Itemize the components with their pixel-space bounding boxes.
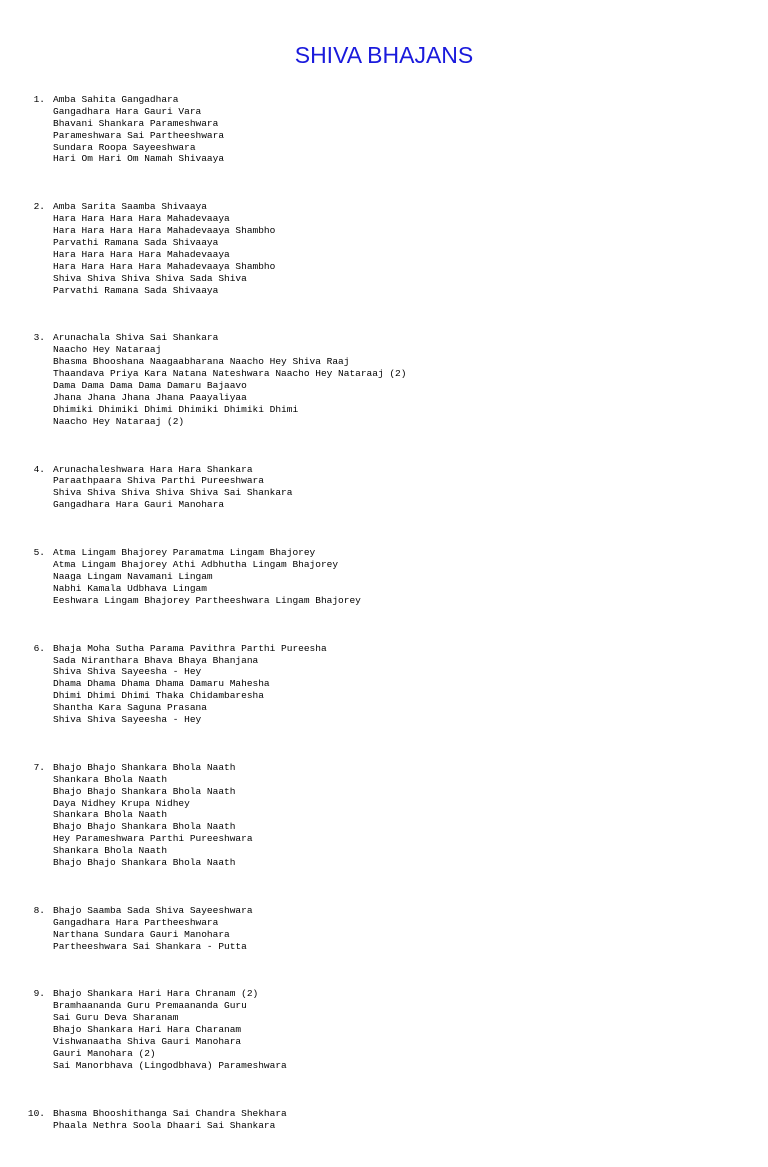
bhajan-line: Gangadhara Hara Partheeshwara [53,916,219,928]
bhajan-line: Bhavani Shankara Parameshwara [53,117,219,129]
bhajan-line: Naaga Lingam Navamani Lingam [53,570,213,582]
bhajan-line: Gangadhara Hara Gauri Vara [53,105,202,117]
bhajan-line: Bhasma Bhooshana Naagaabharana Naacho Hey Shiva Raaj [53,356,350,368]
bhajan-number: 7. [33,761,45,773]
bhajan-line: Naacho Hey Nataraaj [53,344,162,356]
bhajan-item [0,201,768,296]
bhajan-line: Atma Lingam Bhajorey Athi Adbhutha Lingam Bhajorey [53,559,339,571]
bhajan-line: Parvathi Ramana Sada Shivaaya [53,284,219,296]
bhajan-item [0,988,768,1071]
bhajan-line: Vishwanaatha Shiva Gauri Manohara [53,1035,242,1047]
bhajan-lines [53,332,768,427]
bhajan-lines [53,201,768,296]
bhajan-line: Bramhaananda Guru Premaananda Guru [53,1000,247,1012]
bhajan-line: Hara Hara Hara Hara Mahadevaaya Shambho [53,225,276,237]
bhajan-line: Hey Parameshwara Parthi Pureeshwara [53,833,253,845]
bhajan-line: Amba Sarita Saamba Shivaaya [53,201,207,213]
bhajan-item [0,1108,768,1132]
bhajan-line: Thaandava Priya Kara Natana Nateshwara Naacho Hey Nataraaj (2) [53,368,407,380]
bhajan-item [0,94,768,165]
bhajan-lines [53,905,768,953]
bhajan-item [0,762,768,869]
bhajan-line: Parvathi Ramana Sada Shivaaya [53,237,219,249]
bhajan-lines [53,464,768,512]
bhajan-line: Sai Manorbhava (Lingodbhava) Parameshwara [53,1059,287,1071]
bhajan-lines [53,762,768,869]
bhajan-line: Bhaja Moha Sutha Parama Pavithra Parthi Pureesha [53,642,327,654]
bhajan-line: Dhimiki Dhimiki Dhimi Dhimiki Dhimiki Dhimi [53,403,299,415]
bhajan-number: 1. [33,94,45,105]
bhajan-line: Bhajo Bhajo Shankara Bhola Naath [53,785,236,797]
bhajan-line: Bhajo Saamba Sada Shiva Sayeeshwara [53,904,253,916]
bhajan-number: 10. [27,1107,45,1119]
bhajan-line: Shantha Kara Saguna Prasana [53,702,207,714]
bhajan-line: Paraathpaara Shiva Parthi Pureeshwara [53,475,264,487]
bhajan-lines [53,1108,768,1132]
bhajan-line: Dhama Dhama Dhama Dhama Damaru Mahesha [53,678,270,690]
bhajan-line: Phaala Nethra Soola Dhaari Sai Shankara [53,1119,276,1131]
bhajan-line: Shankara Bhola Naath [53,845,168,857]
bhajan-line: Partheeshwara Sai Shankara - Putta [53,940,247,952]
bhajan-line: Nabhi Kamala Udbhava Lingam [53,582,207,594]
bhajan-line: Sai Guru Deva Sharanam [53,1012,179,1024]
document-title: SHIVA BHAJANS [294,42,474,68]
bhajan-line: Bhajo Bhajo Shankara Bhola Naath [53,761,236,773]
bhajan-lines [53,643,768,726]
bhajan-line: Hara Hara Hara Hara Mahadevaaya [53,248,230,260]
bhajan-line: Jhana Jhana Jhana Jhana Paayaliyaa [53,391,247,403]
bhajan-line: Bhasma Bhooshithanga Sai Chandra Shekhara [53,1107,287,1119]
bhajan-line: Eeshwara Lingam Bhajorey Partheeshwara Lingam Bhajorey [53,594,361,606]
bhajan-lines [53,988,768,1071]
bhajan-line: Shankara Bhola Naath [53,809,168,821]
bhajan-number: 4. [33,463,45,475]
bhajan-number: 9. [33,988,45,1000]
bhajan-number: 6. [33,642,45,654]
bhajan-line: Atma Lingam Bhajorey Paramatma Lingam Bhajorey [53,547,316,559]
bhajan-line: Dhimi Dhimi Dhimi Thaka Chidambaresha [53,690,264,702]
bhajan-number: 3. [33,332,45,344]
bhajan-item [0,464,768,512]
bhajan-number: 5. [33,547,45,559]
bhajan-item [0,547,768,606]
bhajan-line: Bhajo Shankara Hari Hara Charanam [53,1024,242,1036]
bhajan-line: Gangadhara Hara Gauri Manohara [53,499,225,511]
bhajan-lines [53,547,768,606]
bhajan-line: Bhajo Bhajo Shankara Bhola Naath [53,856,236,868]
bhajan-line: Gauri Manohara (2) [53,1047,156,1059]
bhajan-line: Dama Dama Dama Dama Damaru Bajaavo [53,380,247,392]
bhajan-line: Hari Om Hari Om Namah Shivaaya [53,153,225,165]
bhajan-line: Shankara Bhola Naath [53,773,168,785]
bhajan-line: Bhajo Shankara Hari Hara Chranam (2) [53,988,259,1000]
bhajan-line: Shiva Shiva Shiva Shiva Sada Shiva [53,272,247,284]
bhajan-line: Arunachala Shiva Sai Shankara [53,332,219,344]
bhajan-item [0,332,768,427]
bhajan-number: 8. [33,904,45,916]
bhajan-line: Amba Sahita Gangadhara [53,94,179,105]
bhajan-line: Naacho Hey Nataraaj (2) [53,415,185,427]
bhajan-line: Shiva Shiva Sayeesha - Hey [53,713,202,725]
bhajan-line: Shiva Shiva Shiva Shiva Shiva Sai Shankara [53,487,293,499]
bhajan-line: Hara Hara Hara Hara Mahadevaaya Shambho [53,260,276,272]
bhajan-item [0,643,768,726]
bhajan-line: Arunachaleshwara Hara Hara Shankara [53,463,253,475]
bhajan-line: Daya Nidhey Krupa Nidhey [53,797,190,809]
bhajan-line: Bhajo Bhajo Shankara Bhola Naath [53,821,236,833]
bhajan-line: Shiva Shiva Sayeesha - Hey [53,666,202,678]
bhajan-item [0,905,768,953]
bhajan-number: 2. [33,201,45,213]
bhajan-list [0,94,768,1167]
bhajan-line: Hara Hara Hara Hara Mahadevaaya [53,213,230,225]
bhajan-line: Sada Niranthara Bhava Bhaya Bhanjana [53,654,259,666]
bhajan-lines [53,94,768,165]
bhajan-line: Sundara Roopa Sayeeshwara [53,141,196,153]
bhajan-line: Parameshwara Sai Partheeshwara [53,129,225,141]
bhajan-line: Narthana Sundara Gauri Manohara [53,928,230,940]
